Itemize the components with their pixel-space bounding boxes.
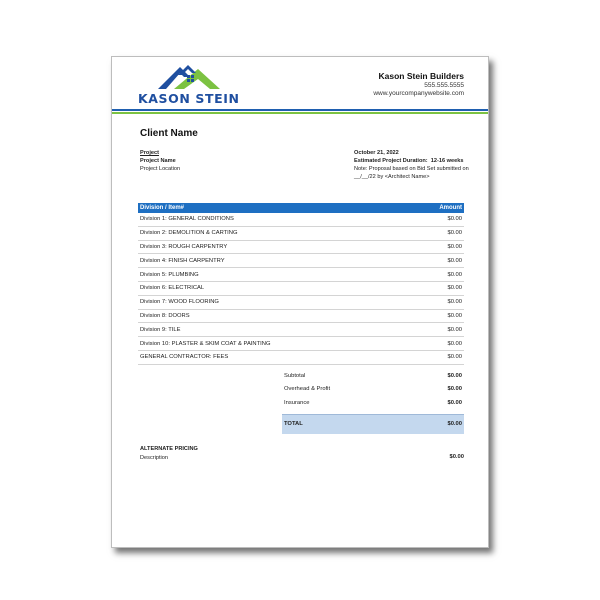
subtotal-row — [282, 369, 464, 383]
proposal-date: October 21, 2022 — [354, 150, 399, 156]
row-item: Division 6: ELECTRICAL — [140, 285, 205, 292]
row-item: Division 3: ROUGH CARPENTRY — [140, 243, 228, 250]
project-info-left — [140, 149, 180, 173]
table-row — [138, 227, 464, 241]
company-name: Kason Stein Builders — [378, 71, 464, 81]
insurance-row — [282, 396, 464, 410]
total-row — [282, 414, 464, 434]
alternate-amount: $0.00 — [449, 454, 464, 460]
header-rule-green — [112, 112, 488, 114]
project-info-right — [354, 149, 474, 181]
table-row — [138, 268, 464, 282]
total-label: TOTAL — [284, 421, 303, 427]
total-value: $0.00 — [447, 421, 462, 427]
subtotal-value: $0.00 — [447, 372, 462, 379]
header-rule-blue — [112, 109, 488, 111]
bid-note-line1: Note: Proposal based on Bid Set submitted on — [354, 166, 469, 173]
header-amount: Amount — [439, 205, 462, 211]
company-website: www.yourcompanywebsite.com — [373, 89, 464, 97]
house-roof-icon — [154, 63, 224, 91]
table-row — [138, 241, 464, 255]
table-row — [138, 282, 464, 296]
project-label: Project — [140, 150, 159, 156]
table-row — [138, 254, 464, 268]
row-amount: $0.00 — [447, 354, 462, 361]
page-header — [112, 57, 488, 115]
table-row — [138, 351, 464, 365]
bid-note-line2: __/__/22 by <Architect Name> — [354, 174, 430, 181]
alternate-pricing — [140, 445, 198, 463]
table-row — [138, 296, 464, 310]
overhead-label: Overhead & Profit — [284, 386, 331, 393]
alternate-description: Description — [140, 454, 168, 461]
company-info — [373, 71, 464, 98]
row-item: Division 5: PLUMBING — [140, 271, 199, 278]
row-item: Division 7: WOOD FLOORING — [140, 299, 219, 306]
client-name: Client Name — [140, 128, 198, 139]
table-row — [138, 337, 464, 351]
row-amount: $0.00 — [447, 285, 462, 292]
row-item: Division 10: PLASTER & SKIM COAT & PAINTING — [140, 340, 271, 347]
row-item: Division 8: DOORS — [140, 312, 190, 319]
company-phone: 555.555.5555 — [424, 81, 464, 89]
row-amount: $0.00 — [447, 312, 462, 319]
project-name: Project Name — [140, 158, 176, 165]
overhead-value: $0.00 — [447, 386, 462, 393]
overhead-row — [282, 383, 464, 397]
row-amount: $0.00 — [447, 340, 462, 347]
summary-block — [282, 369, 464, 434]
row-item: GENERAL CONTRACTOR: FEES — [140, 354, 229, 361]
insurance-value: $0.00 — [447, 399, 462, 406]
proposal-page — [111, 56, 489, 548]
alternate-heading: ALTERNATE PRICING — [140, 446, 198, 452]
row-amount: $0.00 — [447, 257, 462, 264]
subtotal-label: Subtotal — [284, 372, 306, 379]
table-row — [138, 323, 464, 337]
row-amount: $0.00 — [447, 326, 462, 333]
duration-label: Estimated Project Duration: — [354, 158, 428, 165]
project-duration — [354, 157, 474, 165]
row-amount: $0.00 — [447, 243, 462, 250]
row-item: Division 4: FINISH CARPENTRY — [140, 257, 225, 264]
insurance-label: Insurance — [284, 399, 310, 406]
row-item: Division 1: GENERAL CONDITIONS — [140, 216, 234, 223]
row-item: Division 2: DEMOLITION & CARTING — [140, 230, 238, 237]
row-amount: $0.00 — [447, 299, 462, 306]
row-amount: $0.00 — [447, 230, 462, 237]
table-header — [138, 203, 464, 213]
table-row — [138, 213, 464, 227]
row-amount: $0.00 — [447, 271, 462, 278]
row-item: Division 9: TILE — [140, 326, 181, 333]
duration-value: 12-16 weeks — [430, 158, 464, 165]
logo-wordmark: KASON STEIN — [138, 91, 240, 106]
project-location: Project Location — [140, 166, 181, 173]
header-item: Division / Item# — [140, 205, 185, 211]
cost-table — [138, 203, 464, 365]
company-logo — [138, 63, 238, 105]
table-row — [138, 310, 464, 324]
row-amount: $0.00 — [447, 216, 462, 223]
